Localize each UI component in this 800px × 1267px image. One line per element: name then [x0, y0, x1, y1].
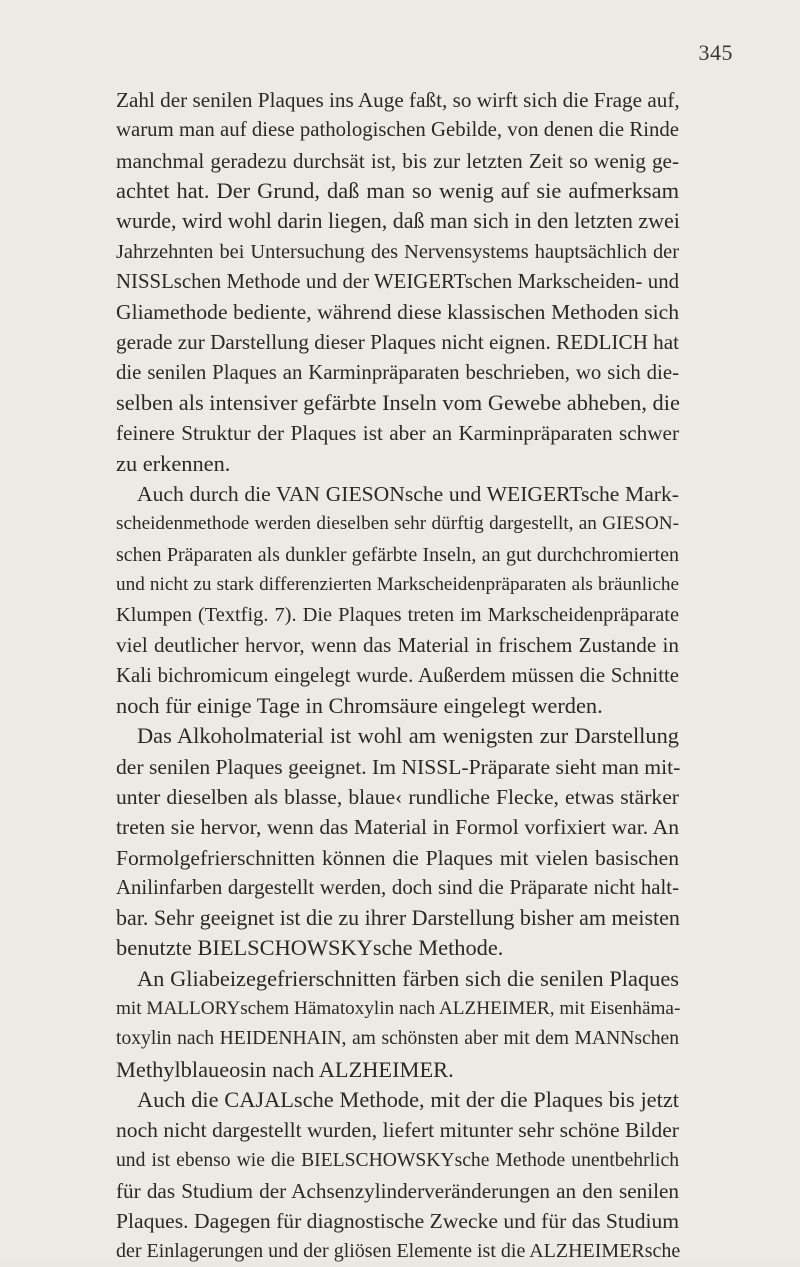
text-line: Auch die CAJALsche Methode, mit der die Plaques bis jetzt [137, 1086, 679, 1112]
text-line: manchmal geradezu durchsät ist, bis zur letzten Zeit so wenig ge- [116, 148, 679, 173]
text-line: An Gliabeizegefrierschnitten färben sich die senilen Plaques [137, 965, 679, 991]
text-line: der senilen Plaques geeignet. Im NISSL-Präparate sieht man mit- [116, 754, 681, 779]
text-line: noch nicht dargestellt wurden, liefert mitunter sehr schöne Bilder [116, 1118, 679, 1143]
text-line: warum man auf diese pathologischen Gebilde, von denen die Rinde [116, 118, 679, 142]
text-line: unter dieselben als blasse, blaue‹ rundliche Flecke, etwas stärker [116, 784, 679, 809]
text-line: feinere Struktur der Plaques ist aber an Karminpräparaten schwer [116, 421, 679, 446]
text-line: mit MALLORYschem Hämatoxylin nach ALZHEIMER, mit Eisenhäma- [116, 998, 681, 1019]
text-line: noch für einige Tage in Chromsäure eingelegt werden. [116, 693, 603, 718]
text-line: schen Präparaten als dunkler gefärbte Inseln, an gut durchchromierten [116, 543, 679, 566]
text-line: die senilen Plaques an Karminpräparaten beschrieben, wo sich die- [116, 360, 679, 384]
text-line: Plaques. Dagegen für diagnostische Zwecke und für das Studium [116, 1209, 680, 1234]
text-line: Methylblaueosin nach ALZHEIMER. [116, 1056, 454, 1082]
text-line: zu erkennen. [116, 450, 231, 476]
text-line: treten sie hervor, wenn das Material in Formol vorfixiert war. An [116, 815, 679, 840]
text-line: Auch durch die VAN GIESONsche und WEIGERTsche Mark- [137, 481, 679, 506]
text-line: Gliamethode bediente, während diese klassischen Methoden sich [116, 300, 679, 325]
text-line: toxylin nach HEIDENHAIN, am schönsten aber mit dem MANNschen [116, 1028, 679, 1050]
text-line: der Einlagerungen und der gliösen Elemente ist die ALZHEIMERsche [116, 1240, 681, 1263]
text-line: NISSLschen Methode und der WEIGERTschen Markscheiden- und [116, 269, 679, 293]
text-line: bar. Sehr geeignet ist die zu ihrer Darstellung bisher am meisten [116, 905, 680, 931]
text-line: für das Studium der Achsenzylinderveränderungen an den senilen [116, 1178, 679, 1203]
text-line: viel deutlicher hervor, wenn das Material in frischem Zustande in [116, 633, 679, 658]
text-line: gerade zur Darstellung dieser Plaques nicht eignen. REDLICH hat [116, 330, 680, 355]
text-line: benutzte BIELSCHOWSKYsche Methode. [116, 935, 504, 961]
text-line: Anilinfarben dargestellt werden, doch sind die Präparate nicht halt- [116, 875, 679, 899]
page-number: 345 [698, 40, 733, 65]
text-line: und ist ebenso wie die BIELSCHOWSKYsche Methode unentbehrlich [116, 1149, 679, 1171]
text-line: achtet hat. Der Grund, daß man so wenig auf sie aufmerksam [116, 177, 679, 203]
text-line: scheidenmethode werden dieselben sehr dürftig dargestellt, an GIESON- [116, 513, 679, 535]
text-line: wurde, wird wohl darin liegen, daß man sich in den letzten zwei [116, 208, 680, 234]
text-line: Jahrzehnten bei Untersuchung des Nervensystems hauptsächlich der [116, 240, 679, 263]
text-line: Das Alkoholmaterial ist wohl am wenigsten zur Darstellung [137, 723, 679, 749]
text-line: und nicht zu stark differenzierten Markscheidenpräparaten als bräunliche [116, 573, 679, 595]
text-line: Formolgefrierschnitten können die Plaques mit vielen basischen [116, 845, 679, 870]
text-line: Kali bichromicum eingelegt wurde. Außerdem müssen die Schnitte [116, 663, 679, 687]
text-line: Klumpen (Textfig. 7). Die Plaques treten im Markscheidenpräparate [116, 604, 679, 627]
text-line: selben als intensiver gefärbte Inseln vom Gewebe abheben, die [116, 390, 680, 415]
text-line: Zahl der senilen Plaques ins Auge faßt, so wirft sich die Frage auf, [116, 88, 680, 112]
